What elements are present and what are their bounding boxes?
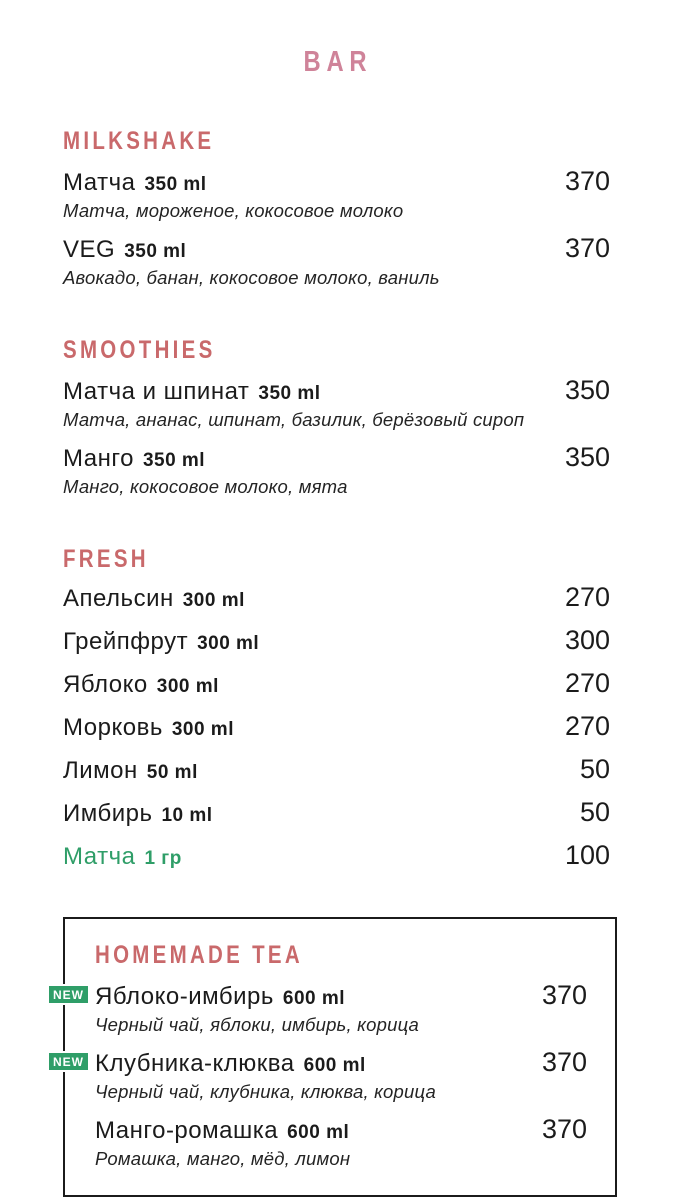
new-badge: NEW: [49, 986, 88, 1003]
section-fresh: [63, 547, 610, 873]
menu-item-row: [63, 798, 610, 830]
item-name-text: Клубника-клюква: [95, 1050, 295, 1077]
item-volume: 300 ml: [182, 590, 245, 611]
item-name-text: Манго-ромашка: [95, 1117, 279, 1144]
item-name-text: Имбирь: [63, 800, 153, 827]
item-price: 370: [541, 980, 587, 1010]
item-name-text: Морковь: [63, 714, 163, 741]
item-name: [63, 628, 259, 658]
item-price: 50: [579, 797, 610, 827]
item-name: [95, 983, 345, 1013]
item-volume: 300 ml: [171, 719, 234, 740]
section-header-text: FRESH: [63, 545, 149, 573]
item-name-text: Апельсин: [63, 585, 174, 612]
homemade-tea-box: [53, 917, 617, 1197]
item-name-text: VEG: [63, 236, 116, 263]
item-price: 370: [564, 233, 610, 263]
item-name: [63, 585, 245, 615]
item-price: 300: [564, 625, 610, 655]
item-name: [63, 843, 182, 873]
section-header-smoothies: [63, 338, 610, 363]
item-description: Манго, кокосовое молоко, мята: [63, 476, 348, 497]
item-name-text: Яблоко: [63, 671, 148, 698]
section-header-text: MILKSHAKE: [63, 127, 215, 155]
item-volume: 300 ml: [156, 676, 219, 697]
item-name-text: Манго: [63, 445, 134, 472]
section-header-text: HOMEMADE TEA: [95, 941, 303, 969]
menu-item-row: [63, 626, 610, 658]
item-name: [63, 800, 213, 830]
item-volume: 1 гр: [144, 848, 182, 869]
item-name-text: Грейпфрут: [63, 628, 189, 655]
menu-item-row: [63, 234, 610, 288]
item-price: 370: [541, 1114, 587, 1144]
item-volume: 300 ml: [197, 633, 260, 654]
item-name: [63, 714, 234, 744]
section-milkshake: [63, 129, 610, 288]
item-volume: 350 ml: [142, 450, 206, 471]
new-badge: NEW: [49, 1053, 88, 1070]
item-description: Черный чай, яблоки, имбирь, корица: [95, 1014, 420, 1035]
item-name-text: Матча: [63, 169, 136, 196]
item-price: 270: [564, 711, 610, 741]
item-price: 270: [564, 668, 610, 698]
item-volume: 350 ml: [124, 241, 187, 262]
item-volume: 10 ml: [161, 805, 213, 826]
section-header-milkshake: [63, 129, 610, 154]
item-price: 350: [564, 442, 610, 472]
section-header-fresh: [63, 547, 610, 572]
item-name: [63, 671, 219, 701]
menu-item-row: [63, 583, 610, 615]
menu-item-row: [63, 669, 610, 701]
item-price: 370: [564, 166, 610, 196]
item-name-text: Матча: [63, 843, 136, 870]
menu-item-row: [63, 712, 610, 744]
menu-item-row-matcha-green: [63, 841, 610, 873]
item-volume: 600 ml: [287, 1122, 350, 1143]
item-description: Матча, мороженое, кокосовое молоко: [63, 200, 404, 221]
item-volume: 600 ml: [303, 1055, 366, 1076]
item-volume: 600 ml: [282, 988, 346, 1009]
section-smoothies: [63, 338, 610, 497]
item-volume: 350 ml: [144, 174, 207, 195]
menu-item-row: [63, 755, 610, 787]
page-title: [0, 0, 675, 79]
item-price: 100: [564, 840, 610, 870]
item-price: 270: [564, 582, 610, 612]
menu-item-row: [53, 1047, 587, 1102]
item-name: [95, 1050, 366, 1080]
item-price: 350: [564, 375, 610, 405]
item-name: [63, 378, 321, 408]
item-description: Черный чай, клубника, клюква, корица: [95, 1081, 436, 1102]
item-name-text: Лимон: [63, 757, 138, 784]
item-description: Матча, ананас, шпинат, базилик, берёзовый сироп: [63, 409, 525, 430]
item-price: 370: [541, 1047, 587, 1077]
page-title-text: BAR: [303, 46, 372, 78]
item-name: [63, 236, 186, 266]
item-name-text: Яблоко-имбирь: [95, 983, 274, 1010]
item-name: [63, 445, 205, 475]
item-name: [63, 757, 198, 787]
menu-item-row: [63, 167, 610, 221]
menu-item-row: [95, 1115, 587, 1169]
item-volume: 50 ml: [146, 762, 198, 783]
item-name-text: Матча и шпинат: [63, 378, 250, 405]
section-header-text: SMOOTHIES: [63, 336, 216, 364]
item-description: Авокадо, банан, кокосовое молоко, ваниль: [63, 267, 440, 288]
menu-item-row: [63, 376, 610, 430]
section-header-homemade-tea: [95, 943, 587, 968]
item-name: [63, 169, 207, 199]
item-description: Ромашка, манго, мёд, лимон: [95, 1148, 351, 1169]
item-name: [95, 1117, 349, 1147]
item-price: 50: [579, 754, 610, 784]
menu-item-row: [63, 443, 610, 497]
item-volume: 350 ml: [258, 383, 321, 404]
menu-item-row: [53, 980, 587, 1035]
